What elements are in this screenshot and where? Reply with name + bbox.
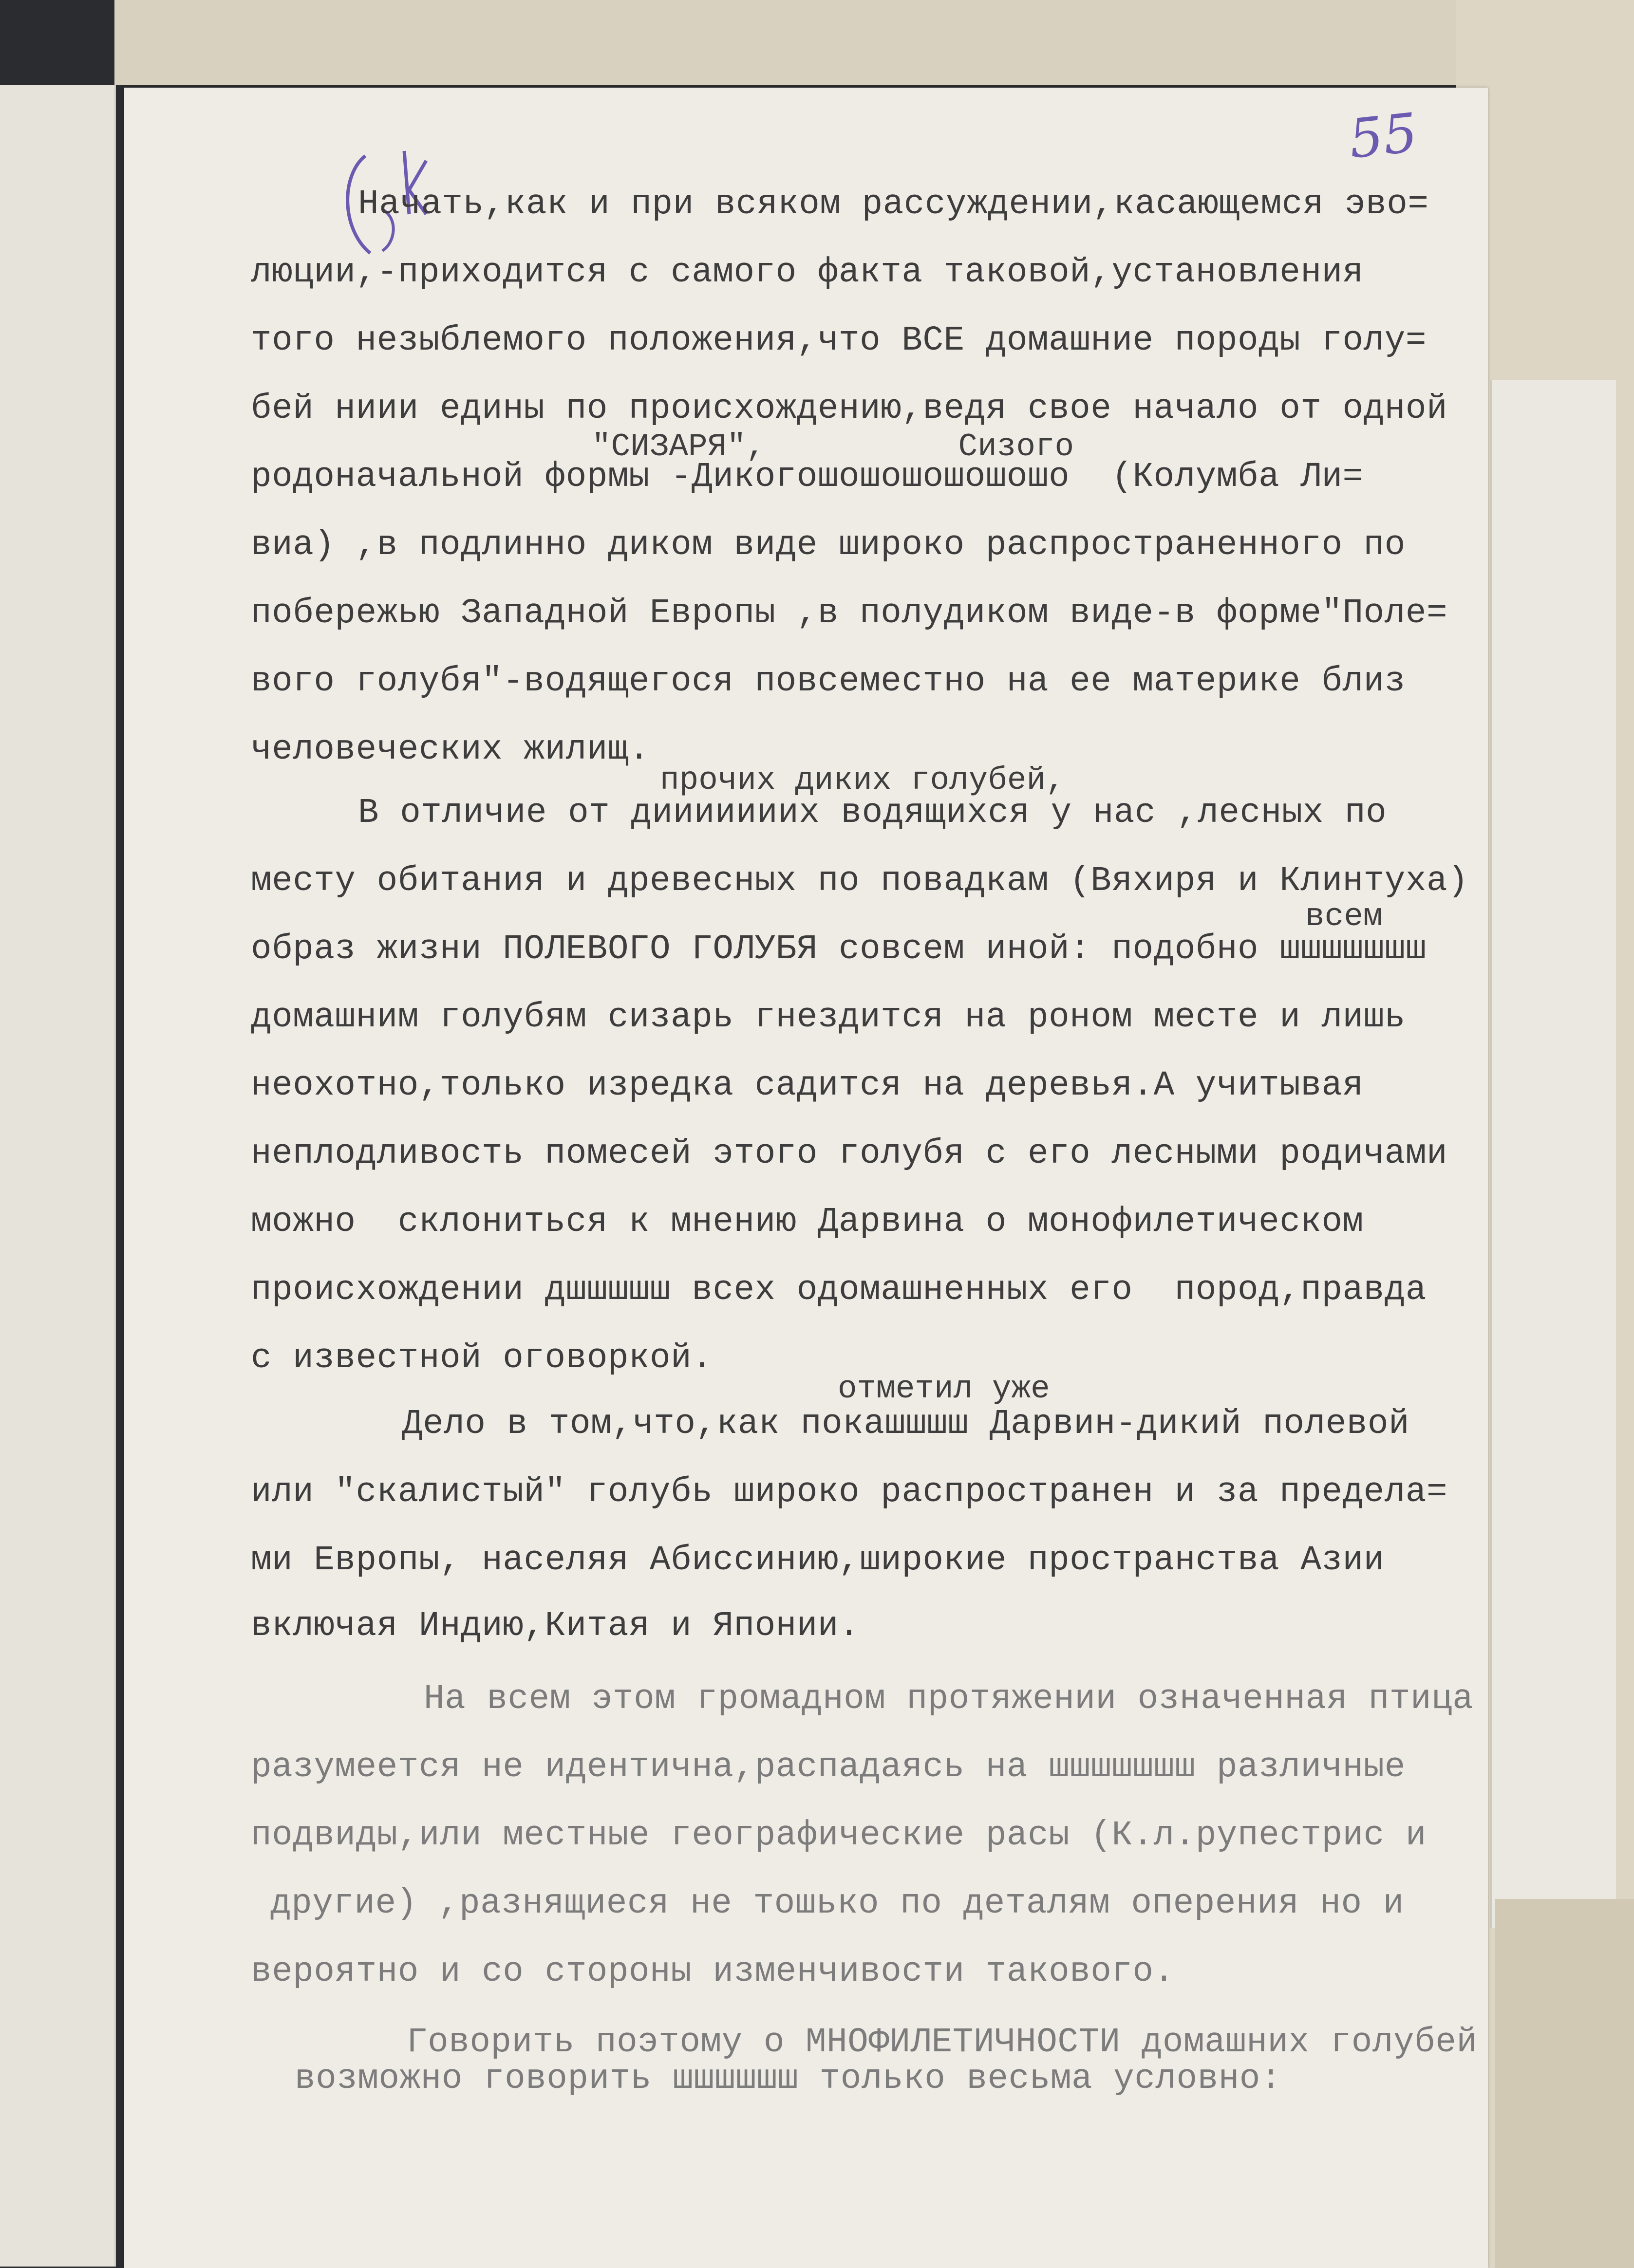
p1-line-4: бей ниии едины по происхождению,ведя свое начало от одной — [251, 390, 1448, 428]
p2-line-4: домашним голубям сизарь гнездится на роном месте и лишь — [251, 998, 1406, 1037]
p1-line-2: люции,-приходится с самого факта таковой,установления — [251, 253, 1364, 292]
p1-line-5: родоначальной формы -Дикогошошошошошошо (Колумба Ли= — [251, 458, 1364, 497]
p3-line-4: включая Индию,Китая и Японии. — [251, 1607, 860, 1646]
p4-line-2: разумеется не идентична,распадаясь на шшшшшшш различные — [251, 1748, 1406, 1787]
p1-line-6: виа) ,в подлинно диком виде широко распространенного по — [251, 526, 1406, 565]
p4-line-4: другие) ,разнящиеся не тошько по деталям оперения но и — [270, 1884, 1404, 1923]
p2-line-1: В отличие от дииииииих водящихся у нас ,лесных по — [358, 794, 1387, 833]
p5-line-2: возможно говорить шшшшшш только весьма условно: — [295, 2060, 1282, 2099]
p4-line-3: подвиды,или местные географические расы (К.л.рупестрис и — [251, 1816, 1427, 1855]
p4-line-1: На всем этом громадном протяжении означенная птица — [424, 1680, 1474, 1719]
p2-insertion-line-3: всем — [1305, 898, 1383, 935]
p5-line-1: Говорить поэтому о МНОФИЛЕТИЧНОСТИ домашних голубей — [407, 2023, 1478, 2062]
p2-insertion-line-1: прочих диких голубей, — [660, 762, 1065, 799]
p1-line-8: вого голубя"-водящегося повсеместно на ее материке близ — [251, 662, 1406, 701]
p2-line-2: месту обитания и древесных по повадкам (Вяхиря и Клинтуха) — [251, 862, 1469, 901]
background-sheet-left — [0, 85, 116, 2267]
p1-line-1: Начать,как и при всяком рассуждении,касающемся эво= — [358, 185, 1429, 224]
p3-insertion: отметил уже — [838, 1371, 1050, 1407]
p2-line-9: с известной оговоркой. — [251, 1339, 713, 1378]
p1-insertion-above-line-5: "СИЗАРЯ", Сизого — [592, 428, 1074, 465]
folio-number: 55 — [1346, 101, 1421, 170]
p2-line-8: происхождении дшшшшш всех одомашненных его пород,правда — [251, 1271, 1427, 1310]
background-top-band — [114, 0, 1478, 85]
p2-line-7: можно склониться к мнению Дарвина о монофилетическом — [251, 1203, 1364, 1242]
p3-line-2: или "скалистый" голубь широко распространен и за предела= — [251, 1473, 1448, 1512]
p2-line-5: неохотно,только изредка садится на деревья.А учитывая — [251, 1066, 1364, 1105]
p1-line-9: человеческих жилищ. — [251, 730, 650, 769]
p2-line-6: неплодливость помесей этого голубя с его лесными родичами — [251, 1134, 1448, 1173]
p3-line-1: Дело в том,что,как покашшшш Дарвин-дикий полевой — [402, 1405, 1410, 1444]
background-sheet-right-lower — [1495, 1899, 1634, 2268]
p2-line-3: образ жизни ПОЛЕВОГО ГОЛУБЯ совсем иной: подобно шшшшшшш — [251, 930, 1427, 969]
p1-line-7: побережью Западной Европы ,в полудиком виде-в форме"Поле= — [251, 594, 1448, 633]
p1-line-3: того незыблемого положения,что ВСЕ домашние породы голу= — [251, 321, 1427, 360]
p3-line-3: ми Европы, населяя Абиссинию,широкие пространства Азии — [251, 1541, 1385, 1580]
p4-line-5: вероятно и со стороны изменчивости такового. — [251, 1952, 1175, 1991]
background-sheet-right-inner — [1490, 380, 1616, 1928]
